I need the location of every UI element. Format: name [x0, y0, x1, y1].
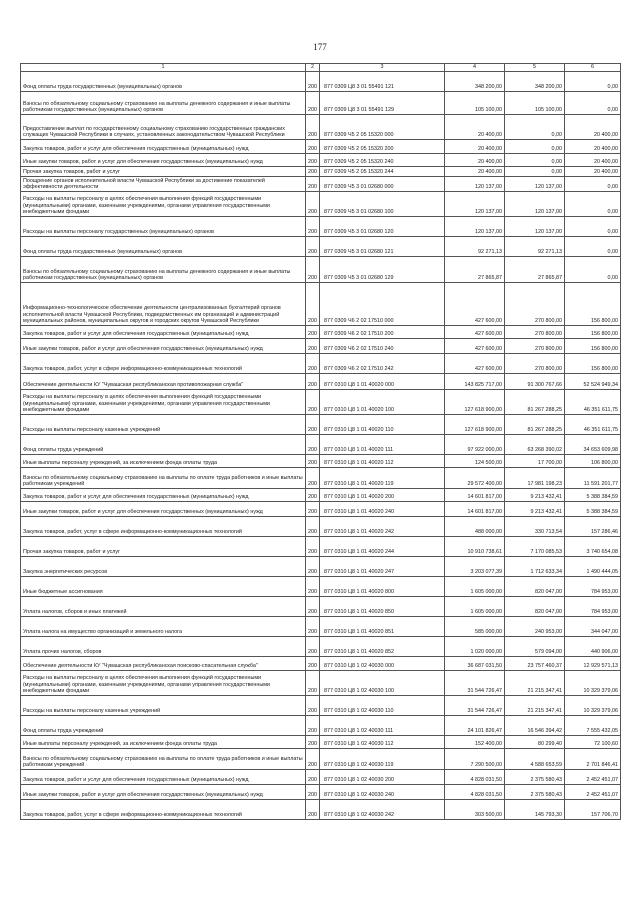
row-col-4: 120 137,00: [445, 217, 505, 237]
row-name: Предоставление выплат по государственному социальному страхованию государственных гражданских служащих Чувашской Республики в случаях, установленных законодательством Чувашской Республики: [21, 115, 306, 140]
row-name: Прочая закупка товаров, работ и услуг: [21, 537, 306, 557]
row-name: Информационно-технологическое обеспечение деятельности централизованных бухгалтерий органов исполнительной власти Чувашской Республики, подведомственных им организаций и администраций муниципальных районов, муниципальных округов и городских округов Чувашской Республики: [21, 283, 306, 326]
row-col-2: 200: [306, 517, 320, 537]
row-name: Расходы на выплаты персоналу государственных (муниципальных) органов: [21, 217, 306, 237]
row-name: Фонд оплаты труда государственных (муниципальных) органов: [21, 237, 306, 257]
row-code: 877 0309 Ч5 3 01 02680 120: [320, 217, 445, 237]
table-row: [21, 390, 621, 415]
row-col-4: 427 600,00: [445, 339, 505, 354]
row-col-2: 200: [306, 354, 320, 374]
row-code: 877 0310 Ц8 1 01 40020 000: [320, 374, 445, 390]
row-col-6: 2 452 451,07: [565, 785, 621, 800]
row-col-5: 17 700,00: [505, 455, 565, 468]
table-row: [21, 537, 621, 557]
row-code: 877 0309 Ч5 3 01 02680 000: [320, 177, 445, 192]
row-code: 877 0310 Ц8 1 02 40030 110: [320, 696, 445, 716]
row-col-4: 14 601 817,00: [445, 502, 505, 517]
row-col-4: 24 101 826,47: [445, 716, 505, 736]
row-code: 877 0309 Ч5 3 01 02680 121: [320, 237, 445, 257]
row-col-6: 12 929 571,13: [565, 657, 621, 671]
row-col-4: 124 500,00: [445, 455, 505, 468]
row-name: Иные выплаты персоналу учреждений, за исключением фонда оплаты труда: [21, 455, 306, 468]
header-col-1: 1: [21, 64, 306, 72]
row-col-2: 200: [306, 455, 320, 468]
row-col-2: 200: [306, 177, 320, 192]
row-col-5: 9 213 432,41: [505, 489, 565, 502]
row-col-4: 31 544 726,47: [445, 671, 505, 696]
row-col-6: 52 524 949,34: [565, 374, 621, 390]
row-col-4: 4 828 031,50: [445, 770, 505, 785]
header-col-2: 2: [306, 64, 320, 72]
table-row: [21, 257, 621, 283]
row-col-6: 0,00: [565, 72, 621, 92]
table-row: [21, 92, 621, 115]
row-col-2: 200: [306, 597, 320, 617]
row-col-2: 200: [306, 749, 320, 770]
row-col-5: 145 793,30: [505, 800, 565, 820]
table-row: [21, 283, 621, 326]
table-row: [21, 72, 621, 92]
row-col-4: 1 605 000,00: [445, 577, 505, 597]
row-name: Иные выплаты персоналу учреждений, за исключением фонда оплаты труда: [21, 736, 306, 749]
row-col-5: 120 137,00: [505, 217, 565, 237]
row-code: 877 0310 Ц8 1 02 40030 100: [320, 671, 445, 696]
row-col-6: 5 388 384,59: [565, 502, 621, 517]
row-col-2: 200: [306, 257, 320, 283]
row-col-2: 200: [306, 785, 320, 800]
row-col-6: 10 329 379,06: [565, 696, 621, 716]
table-row: [21, 435, 621, 455]
row-col-2: 200: [306, 557, 320, 577]
row-col-4: 1 605 000,00: [445, 597, 505, 617]
row-col-2: 200: [306, 435, 320, 455]
row-name: Закупка энергетических ресурсов: [21, 557, 306, 577]
row-col-6: 20 400,00: [565, 140, 621, 154]
table-row: [21, 736, 621, 749]
row-name: Иные закупки товаров, работ и услуг для обеспечения государственных (муниципальных) нужд: [21, 785, 306, 800]
row-col-4: 20 400,00: [445, 115, 505, 140]
row-col-2: 200: [306, 716, 320, 736]
row-col-5: 81 267 288,25: [505, 390, 565, 415]
table-row: [21, 192, 621, 217]
row-code: 877 0310 Ц8 1 01 40020 111: [320, 435, 445, 455]
table-row: [21, 696, 621, 716]
row-code: 877 0309 Ч5 2 05 15320 000: [320, 115, 445, 140]
row-col-2: 200: [306, 800, 320, 820]
row-code: 877 0310 Ц8 1 02 40030 112: [320, 736, 445, 749]
row-col-4: 7 290 500,00: [445, 749, 505, 770]
row-col-5: 348 200,00: [505, 72, 565, 92]
row-code: 877 0310 Ц8 1 01 40020 800: [320, 577, 445, 597]
table-row: [21, 217, 621, 237]
row-col-6: 72 100,60: [565, 736, 621, 749]
row-code: 877 0309 Ч5 2 05 15320 244: [320, 167, 445, 177]
row-name: Закупка товаров, работ, услуг в сфере информационно-коммуникационных технологий: [21, 800, 306, 820]
row-col-6: 34 653 609,98: [565, 435, 621, 455]
row-col-6: 0,00: [565, 92, 621, 115]
row-code: 877 0309 Ч6 2 02 17510 240: [320, 339, 445, 354]
row-col-4: 427 600,00: [445, 326, 505, 339]
row-code: 877 0310 Ц8 1 02 40030 111: [320, 716, 445, 736]
row-name: Иные бюджетные ассигнования: [21, 577, 306, 597]
row-col-6: 344 047,00: [565, 617, 621, 637]
row-col-5: 7 170 085,53: [505, 537, 565, 557]
row-code: 877 0310 Ц8 1 02 40030 119: [320, 749, 445, 770]
row-name: Закупка товаров, работ, услуг в сфере информационно-коммуникационных технологий: [21, 517, 306, 537]
row-col-4: 427 600,00: [445, 283, 505, 326]
row-col-6: 0,00: [565, 217, 621, 237]
row-col-5: 270 800,00: [505, 283, 565, 326]
table-row: [21, 770, 621, 785]
table-row: [21, 354, 621, 374]
row-code: 877 0310 Ц8 1 01 40020 112: [320, 455, 445, 468]
row-col-2: 200: [306, 637, 320, 657]
row-col-5: 270 800,00: [505, 354, 565, 374]
row-col-6: 156 800,00: [565, 283, 621, 326]
row-name: Иные закупки товаров, работ и услуг для обеспечения государственных (муниципальных) нужд: [21, 154, 306, 167]
row-col-2: 200: [306, 537, 320, 557]
table-row: [21, 455, 621, 468]
table-row: [21, 502, 621, 517]
table-row: [21, 326, 621, 339]
row-code: 877 0309 Ч6 2 02 17510 242: [320, 354, 445, 374]
row-name: Иные закупки товаров, работ и услуг для обеспечения государственных (муниципальных) нужд: [21, 502, 306, 517]
row-col-6: 157 286,46: [565, 517, 621, 537]
row-col-5: 23 757 460,37: [505, 657, 565, 671]
row-col-2: 200: [306, 217, 320, 237]
row-col-4: 105 100,00: [445, 92, 505, 115]
row-code: 877 0310 Ц8 1 01 40020 851: [320, 617, 445, 637]
row-col-2: 200: [306, 192, 320, 217]
row-col-6: 0,00: [565, 192, 621, 217]
row-col-4: 14 601 817,00: [445, 489, 505, 502]
row-name: Взносы по обязательному социальному страхованию на выплаты денежного содержания и иные выплаты работникам государственных (муниципальных) органов: [21, 257, 306, 283]
row-col-2: 200: [306, 415, 320, 435]
row-col-5: 270 800,00: [505, 339, 565, 354]
table-row: [21, 577, 621, 597]
table-row: [21, 800, 621, 820]
row-col-2: 200: [306, 770, 320, 785]
row-col-4: 31 544 726,47: [445, 696, 505, 716]
row-col-4: 20 400,00: [445, 140, 505, 154]
table-row: [21, 167, 621, 177]
table-row: [21, 115, 621, 140]
row-col-4: 4 828 031,50: [445, 785, 505, 800]
row-col-2: 200: [306, 374, 320, 390]
row-col-6: 156 800,00: [565, 326, 621, 339]
row-col-2: 200: [306, 489, 320, 502]
table-row: [21, 517, 621, 537]
table-body: [21, 72, 621, 820]
row-code: 877 0310 Ц8 1 02 40030 242: [320, 800, 445, 820]
row-col-5: 120 137,00: [505, 177, 565, 192]
row-col-5: 0,00: [505, 115, 565, 140]
row-code: 877 0310 Ц8 1 02 40030 240: [320, 785, 445, 800]
row-col-6: 7 555 432,05: [565, 716, 621, 736]
row-col-2: 200: [306, 696, 320, 716]
row-name: Закупка товаров, работ и услуг для обеспечения государственных (муниципальных) нужд: [21, 326, 306, 339]
table-row: [21, 597, 621, 617]
row-col-5: 2 375 580,43: [505, 770, 565, 785]
row-col-6: 20 400,00: [565, 167, 621, 177]
row-col-5: 81 267 288,25: [505, 415, 565, 435]
table-row: [21, 637, 621, 657]
table-row: [21, 140, 621, 154]
row-code: 877 0309 Ч5 2 05 15320 200: [320, 140, 445, 154]
row-col-6: 2 701 846,41: [565, 749, 621, 770]
row-col-6: 11 591 201,77: [565, 468, 621, 489]
row-name: Взносы по обязательному социальному страхованию на выплаты по оплате труда работников и иные выплаты работникам учреждений: [21, 468, 306, 489]
row-col-4: 127 618 900,00: [445, 415, 505, 435]
row-code: 877 0309 Ч5 3 01 02680 129: [320, 257, 445, 283]
row-col-6: 0,00: [565, 257, 621, 283]
row-code: 877 0309 Ц8 3 01 55491 129: [320, 92, 445, 115]
row-col-4: 127 618 900,00: [445, 390, 505, 415]
row-col-6: 20 400,00: [565, 154, 621, 167]
row-col-6: 0,00: [565, 237, 621, 257]
table-row: [21, 617, 621, 637]
row-col-2: 200: [306, 72, 320, 92]
row-col-6: 3 740 654,08: [565, 537, 621, 557]
row-name: Уплата налога на имущество организаций и земельного налога: [21, 617, 306, 637]
row-code: 877 0310 Ц8 1 01 40020 110: [320, 415, 445, 435]
row-col-5: 820 047,00: [505, 597, 565, 617]
row-col-5: 80 299,40: [505, 736, 565, 749]
row-name: Уплата налогов, сборов и иных платежей: [21, 597, 306, 617]
row-col-6: 10 329 379,06: [565, 671, 621, 696]
row-col-6: 1 490 444,05: [565, 557, 621, 577]
row-col-5: 240 953,00: [505, 617, 565, 637]
table-row: [21, 415, 621, 435]
row-col-5: 105 100,00: [505, 92, 565, 115]
row-col-6: 784 953,00: [565, 577, 621, 597]
row-col-4: 585 000,00: [445, 617, 505, 637]
row-name: Поощрение органов исполнительной власти Чувашской Республики за достижение показателей эффективности деятельности: [21, 177, 306, 192]
row-col-2: 200: [306, 671, 320, 696]
row-col-6: 156 800,00: [565, 354, 621, 374]
table-row: [21, 339, 621, 354]
row-col-4: 303 500,00: [445, 800, 505, 820]
row-col-5: 0,00: [505, 167, 565, 177]
row-code: 877 0310 Ц8 1 01 40020 240: [320, 502, 445, 517]
row-col-4: 152 400,00: [445, 736, 505, 749]
row-col-4: 29 572 400,00: [445, 468, 505, 489]
row-col-5: 2 375 580,43: [505, 785, 565, 800]
row-name: Иные закупки товаров, работ и услуг для обеспечения государственных (муниципальных) нужд: [21, 339, 306, 354]
row-name: Обеспечение деятельности КУ "Чувашская республиканская поисково-спасательная служба": [21, 657, 306, 671]
row-col-4: 348 200,00: [445, 72, 505, 92]
row-col-4: 10 910 738,61: [445, 537, 505, 557]
row-col-2: 200: [306, 617, 320, 637]
row-col-5: 9 213 432,41: [505, 502, 565, 517]
page-number: 177: [313, 42, 327, 52]
row-code: 877 0310 Ц8 1 01 40020 852: [320, 637, 445, 657]
row-name: Расходы на выплаты персоналу в целях обеспечения выполнения функций государственными (муниципальными) органами, казенными учреждениями, органами управления государственными внебюджетными фондами: [21, 671, 306, 696]
row-col-5: 579 094,00: [505, 637, 565, 657]
table-row: [21, 237, 621, 257]
table-row: [21, 749, 621, 770]
row-col-6: 440 906,00: [565, 637, 621, 657]
row-col-2: 200: [306, 115, 320, 140]
row-col-4: 1 020 000,00: [445, 637, 505, 657]
row-code: 877 0309 Ч6 2 02 17510 000: [320, 283, 445, 326]
row-col-6: 0,00: [565, 177, 621, 192]
row-col-6: 156 800,00: [565, 339, 621, 354]
table-row: [21, 785, 621, 800]
row-code: 877 0310 Ц8 1 01 40020 244: [320, 537, 445, 557]
row-col-6: 46 351 611,75: [565, 415, 621, 435]
row-code: 877 0310 Ц8 1 01 40020 242: [320, 517, 445, 537]
row-name: Прочая закупка товаров, работ и услуг: [21, 167, 306, 177]
row-name: Закупка товаров, работ и услуг для обеспечения государственных (муниципальных) нужд: [21, 140, 306, 154]
row-name: Взносы по обязательному социальному страхованию на выплаты по оплате труда работников и иные выплаты работникам учреждений: [21, 749, 306, 770]
row-col-4: 120 137,00: [445, 177, 505, 192]
row-col-5: 17 981 198,23: [505, 468, 565, 489]
table-row: [21, 177, 621, 192]
row-name: Взносы по обязательному социальному страхованию на выплаты денежного содержания и иные выплаты работникам государственных (муниципальных) органов: [21, 92, 306, 115]
row-code: 877 0309 Ч5 3 01 02680 100: [320, 192, 445, 217]
table-row: [21, 468, 621, 489]
row-col-2: 200: [306, 237, 320, 257]
row-code: 877 0309 Ч5 2 05 15320 240: [320, 154, 445, 167]
table-row: [21, 374, 621, 390]
row-code: 877 0309 Ч6 2 02 17510 200: [320, 326, 445, 339]
row-col-4: 120 137,00: [445, 192, 505, 217]
row-col-4: 97 922 000,00: [445, 435, 505, 455]
row-col-5: 16 546 394,42: [505, 716, 565, 736]
row-col-6: 2 452 451,07: [565, 770, 621, 785]
row-col-6: 20 400,00: [565, 115, 621, 140]
row-col-6: 46 351 611,75: [565, 390, 621, 415]
row-col-2: 200: [306, 154, 320, 167]
row-name: Расходы на выплаты персоналу в целях обеспечения выполнения функций государственными (муниципальными) органами, казенными учреждениями, органами управления государственными внебюджетными фондами: [21, 390, 306, 415]
row-col-2: 200: [306, 736, 320, 749]
table-row: [21, 557, 621, 577]
row-col-4: 36 687 031,50: [445, 657, 505, 671]
row-code: 877 0310 Ц8 1 01 40020 200: [320, 489, 445, 502]
header-row: [21, 64, 621, 72]
row-name: Расходы на выплаты персоналу казенных учреждений: [21, 415, 306, 435]
row-col-4: 143 825 717,00: [445, 374, 505, 390]
row-col-5: 21 215 347,41: [505, 671, 565, 696]
table-row: [21, 489, 621, 502]
row-col-5: 4 588 653,59: [505, 749, 565, 770]
row-col-5: 120 137,00: [505, 192, 565, 217]
header-col-6: 6: [565, 64, 621, 72]
row-col-4: 27 865,87: [445, 257, 505, 283]
row-col-5: 63 268 390,02: [505, 435, 565, 455]
row-col-5: 820 047,00: [505, 577, 565, 597]
budget-table: [20, 63, 621, 820]
row-name: Уплата прочих налогов, сборов: [21, 637, 306, 657]
row-col-2: 200: [306, 283, 320, 326]
row-code: 877 0309 Ц8 3 01 55491 121: [320, 72, 445, 92]
table-row: [21, 716, 621, 736]
row-col-4: 3 203 077,39: [445, 557, 505, 577]
table-row: [21, 671, 621, 696]
row-col-4: 92 271,13: [445, 237, 505, 257]
row-col-2: 200: [306, 326, 320, 339]
row-col-4: 488 000,00: [445, 517, 505, 537]
row-col-2: 200: [306, 390, 320, 415]
row-code: 877 0310 Ц8 1 01 40020 119: [320, 468, 445, 489]
row-name: Закупка товаров, работ и услуг для обеспечения государственных (муниципальных) нужд: [21, 770, 306, 785]
row-name: Обеспечение деятельности КУ "Чувашская республиканская противопожарная служба": [21, 374, 306, 390]
row-col-4: 20 400,00: [445, 154, 505, 167]
row-col-2: 200: [306, 577, 320, 597]
row-code: 877 0310 Ц8 1 02 40030 200: [320, 770, 445, 785]
row-col-6: 157 706,70: [565, 800, 621, 820]
row-col-6: 784 953,00: [565, 597, 621, 617]
row-name: Фонд оплаты труда учреждений: [21, 716, 306, 736]
row-col-5: 0,00: [505, 140, 565, 154]
row-col-2: 200: [306, 468, 320, 489]
row-col-6: 106 800,00: [565, 455, 621, 468]
row-col-5: 27 865,87: [505, 257, 565, 283]
row-col-5: 0,00: [505, 154, 565, 167]
row-name: Расходы на выплаты персоналу казенных учреждений: [21, 696, 306, 716]
table-row: [21, 657, 621, 671]
row-col-4: 20 400,00: [445, 167, 505, 177]
row-col-5: 91 300 767,66: [505, 374, 565, 390]
row-code: 877 0310 Ц8 1 02 40030 000: [320, 657, 445, 671]
header-col-3: 3: [320, 64, 445, 72]
row-col-6: 5 388 384,59: [565, 489, 621, 502]
row-col-2: 200: [306, 140, 320, 154]
row-col-5: 92 271,13: [505, 237, 565, 257]
header-col-5: 5: [505, 64, 565, 72]
row-col-4: 427 600,00: [445, 354, 505, 374]
row-name: Закупка товаров, работ и услуг для обеспечения государственных (муниципальных) нужд: [21, 489, 306, 502]
row-name: Расходы на выплаты персоналу в целях обеспечения выполнения функций государственными (муниципальными) органами, казенными учреждениями, органами управления государственными внебюджетными фондами: [21, 192, 306, 217]
row-col-5: 1 712 633,34: [505, 557, 565, 577]
row-col-5: 21 215 347,41: [505, 696, 565, 716]
row-col-2: 200: [306, 339, 320, 354]
row-col-2: 200: [306, 92, 320, 115]
row-col-2: 200: [306, 167, 320, 177]
table-row: [21, 154, 621, 167]
row-col-5: 270 800,00: [505, 326, 565, 339]
row-name: Фонд оплаты труда государственных (муниципальных) органов: [21, 72, 306, 92]
row-col-2: 200: [306, 502, 320, 517]
row-code: 877 0310 Ц8 1 01 40020 850: [320, 597, 445, 617]
row-col-5: 330 713,54: [505, 517, 565, 537]
header-col-4: 4: [445, 64, 505, 72]
row-name: Закупка товаров, работ, услуг в сфере информационно-коммуникационных технологий: [21, 354, 306, 374]
row-code: 877 0310 Ц8 1 01 40020 247: [320, 557, 445, 577]
row-code: 877 0310 Ц8 1 01 40020 100: [320, 390, 445, 415]
row-col-2: 200: [306, 657, 320, 671]
row-name: Фонд оплаты труда учреждений: [21, 435, 306, 455]
